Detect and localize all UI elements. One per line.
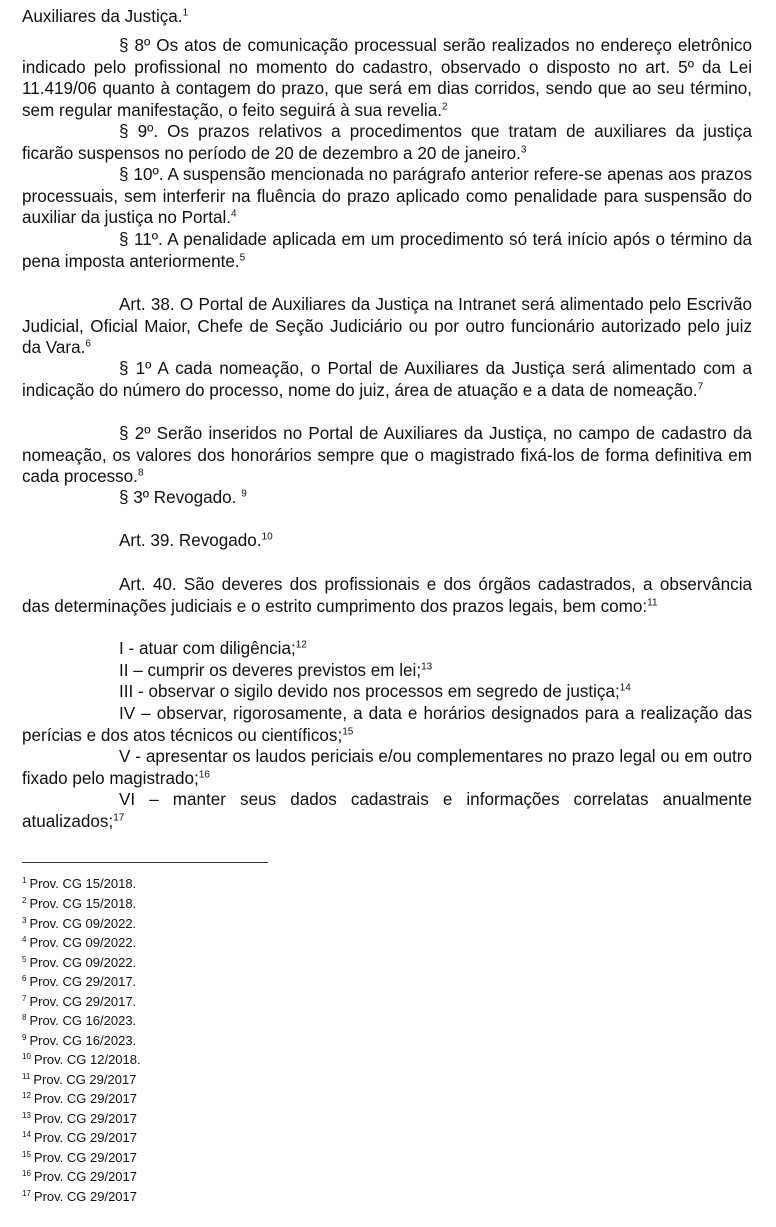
footnote-text: Prov. CG 16/2023. [29,1013,137,1028]
paragraph-text: Art. 40. São deveres dos profissionais e dos órgãos cadastrados, a observância das determinações judiciais e o estrito cumprimento dos prazos legais, bem como: [22,575,752,616]
paragraph-text: IV – observar, rigorosamente, a data e horários designados para a realização das perícias e dos atos técnicos ou científicos; [22,704,752,745]
footnote [22,1169,137,1185]
footnote-ref[interactable]: 7 [697,380,704,392]
footnote-number: 6 [22,973,27,983]
footnote [22,1091,137,1107]
paragraph-par-10 [22,164,752,229]
footnote-number: 12 [22,1090,31,1100]
footnote-ref[interactable]: 9 [241,488,247,500]
footnote-number: 9 [22,1032,27,1042]
footnote-text: Prov. CG 15/2018. [29,876,137,891]
footnote-ref[interactable]: 13 [421,661,433,673]
paragraph-text: § 9º. Os prazos relativos a procedimentos que tratam de auxiliares da justiça ficarão suspensos no período de 20 de dezembro a 20 de janeiro. [22,122,752,163]
footnote-text: Prov. CG 15/2018. [29,896,137,911]
footnote-ref[interactable]: 15 [342,725,354,737]
list-item-inciso-2 [22,660,752,682]
footnote-ref[interactable]: 5 [239,251,246,263]
paragraph-text: § 10º. A suspensão mencionada no parágrafo anterior refere-se apenas aos prazos processuais, sem interferir na fluência do prazo aplicado como penalidade para suspensão do auxiliar da justiça no Portal. [22,165,752,228]
paragraph-auxiliares-tail [22,6,752,28]
paragraph-art-38-par-2 [22,423,752,488]
footnote [22,994,136,1010]
footnote-number: 4 [22,934,27,944]
footnote-text: Prov. CG 09/2022. [29,916,137,931]
paragraph-art-39 [22,530,752,552]
footnote-ref[interactable]: 14 [619,682,631,694]
footnote-ref[interactable]: 12 [295,639,307,651]
footnote-text: Prov. CG 29/2017 [33,1072,137,1087]
paragraph-text: Art. 39. Revogado. [119,531,262,550]
paragraph-text: Art. 38. O Portal de Auxiliares da Justiça na Intranet será alimentado pelo Escrivão Judicial, Oficial Maior, Chefe de Seção Judiciário ou por outro funcionário autorizado pelo juiz da Vara. [22,295,752,358]
footnote-text: Prov. CG 09/2022. [29,955,137,970]
footnote-number: 17 [22,1188,31,1198]
paragraph-art-38-par-3 [22,487,752,509]
paragraph-text: Auxiliares da Justiça. [22,7,183,26]
paragraph-text: V - apresentar os laudos periciais e/ou complementares no prazo legal ou em outro fixado pelo magistrado; [22,747,752,788]
footnote-number: 16 [22,1168,31,1178]
footnote-ref[interactable]: 8 [137,467,144,479]
footnote-text: Prov. CG 29/2017 [33,1130,137,1145]
paragraph-text: III - observar o sigilo devido nos processos em segredo de justiça; [119,682,620,701]
footnote [22,1033,136,1049]
paragraph-par-8 [22,35,752,121]
footnote [22,1130,137,1146]
footnote-number: 3 [22,915,27,925]
footnote [22,1072,136,1088]
footnote-number: 11 [22,1071,31,1081]
footnote-number: 2 [22,895,27,905]
footnote-text: Prov. CG 16/2023. [29,1033,137,1048]
footnote-text: Prov. CG 09/2022. [29,935,137,950]
footnote [22,1111,137,1127]
paragraph-par-9 [22,121,752,164]
footnote-ref[interactable]: 10 [261,531,273,543]
footnote-ref[interactable]: 16 [198,768,210,780]
list-item-inciso-6 [22,789,752,832]
list-item-inciso-5 [22,746,752,789]
footnote [22,974,136,990]
paragraph-text: § 1º A cada nomeação, o Portal de Auxiliares da Justiça será alimentado com a indicação do número do processo, nome do juiz, área de atuação e a data de nomeação. [22,359,752,400]
paragraph-text: § 8º Os atos de comunicação processual serão realizados no endereço eletrônico indicado pelo profissional no momento do cadastro, observado o disposto no art. 5º da Lei 11.419/06 quanto à contagem do prazo, que será em dias corridos, sendo que ao seu término, sem regular manifestação, o feito seguirá à sua revelia. [22,36,752,120]
footnote [22,1189,137,1205]
footnote-number: 7 [22,993,27,1003]
list-item-inciso-4 [22,703,752,746]
footnote-text: Prov. CG 29/2017 [33,1111,137,1126]
footnote-number: 8 [22,1012,27,1022]
footnote-text: Prov. CG 29/2017 [33,1189,137,1204]
footnote-ref[interactable]: 4 [231,208,237,220]
paragraph-art-40 [22,574,752,617]
footnote-ref[interactable]: 3 [520,143,527,155]
footnote-number: 15 [22,1149,31,1159]
footnote-ref[interactable]: 11 [647,596,658,608]
footnote-number: 14 [22,1129,31,1139]
footnote [22,1013,136,1029]
footnote-text: Prov. CG 29/2017 [33,1091,137,1106]
list-item-inciso-3 [22,681,752,703]
list-item-inciso-1 [22,638,752,660]
footnote-text: Prov. CG 29/2017 [33,1150,137,1165]
paragraph-text: § 3º Revogado. [119,488,237,507]
footnote-separator [22,862,268,863]
paragraph-text: § 11º. A penalidade aplicada em um procedimento só terá início após o término da pena imposta anteriormente. [22,230,752,271]
paragraph-text: § 2º Serão inseridos no Portal de Auxiliares da Justiça, no campo de cadastro da nomeação, os valores dos honorários sempre que o magistrado fixá-los de forma definitiva em cada processo. [22,424,752,487]
footnote-number: 1 [22,875,27,885]
footnote [22,896,136,912]
footnote-text: Prov. CG 29/2017. [29,994,137,1009]
footnote-number: 5 [22,954,27,964]
paragraph-text: VI – manter seus dados cadastrais e informações correlatas anualmente atualizados; [22,790,752,831]
paragraph-par-11 [22,229,752,272]
footnote-ref[interactable]: 1 [182,7,189,19]
footnote-text: Prov. CG 29/2017 [33,1169,137,1184]
footnote-ref[interactable]: 2 [441,101,448,113]
footnote-ref[interactable]: 17 [113,811,125,823]
footnote [22,1052,141,1068]
paragraph-text: II – cumprir os deveres previstos em lei; [119,661,422,680]
footnote [22,955,136,971]
footnote [22,916,136,932]
footnote-text: Prov. CG 12/2018. [33,1052,141,1067]
footnote [22,1150,137,1166]
paragraph-art-38-par-1 [22,358,752,401]
footnote-number: 10 [22,1051,31,1061]
paragraph-art-38 [22,294,752,359]
footnote [22,935,136,951]
footnote-ref[interactable]: 6 [85,338,91,350]
paragraph-text: I - atuar com diligência; [119,639,296,658]
footnote-text: Prov. CG 29/2017. [29,974,137,989]
footnote [22,876,136,892]
footnote-number: 13 [22,1110,31,1120]
